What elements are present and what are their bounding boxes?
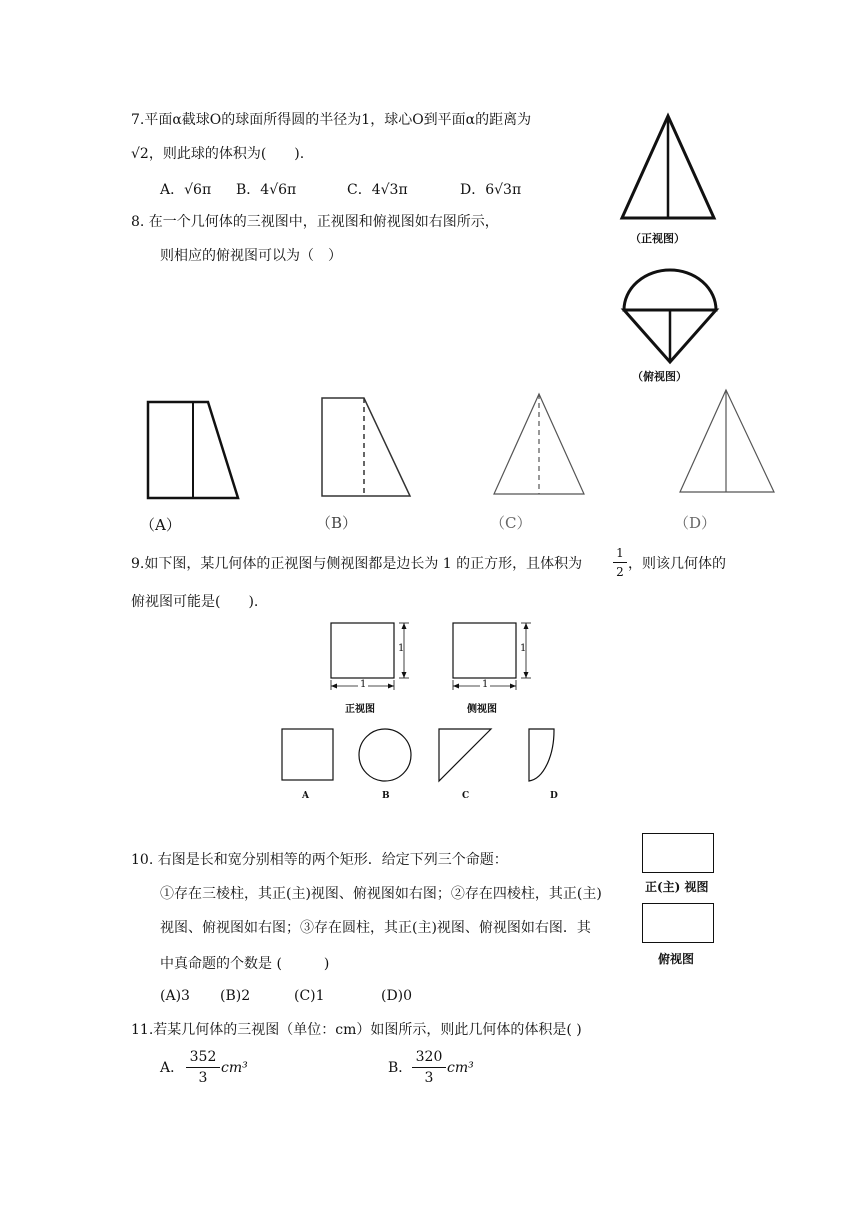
q9-choice-d-quarter-circle [526, 726, 584, 784]
q7-option-b: B．4√6π [236, 182, 297, 198]
q8-choice-c-figure [486, 388, 596, 504]
q8-line2: 则相应的俯视图可以为（ ） [160, 248, 342, 264]
q9-line1-end: ，则该几何体的 [628, 556, 726, 572]
q7-line1: 7.平面α截球O的球面所得圆的半径为1，球心O到平面α的距离为 [131, 112, 532, 128]
q11-option-b-numerator: 320 [412, 1049, 446, 1068]
q8-choice-a-figure [138, 390, 248, 506]
q8-choice-d-figure [670, 384, 786, 504]
q10-option-c: (C)1 [294, 988, 325, 1004]
q10-top-view-rectangle [642, 903, 714, 943]
q9-choice-b-circle [356, 726, 414, 784]
q10-top-view-label: 俯视图 [658, 952, 695, 966]
q10-line1: 10. 右图是长和宽分别相等的两个矩形．给定下列三个命题： [131, 852, 508, 868]
q9-volume-fraction [613, 546, 627, 579]
q11-option-a-unit: cm³ [221, 1060, 248, 1076]
q11-line1: 11.若某几何体的三视图（单位：cm）如图所示，则此几何体的体积是( ) [131, 1022, 582, 1038]
q9-choice-c-label: C [462, 791, 470, 801]
q9-side-height-dim: 1 [520, 643, 527, 654]
q9-front-height-dim: 1 [398, 643, 405, 654]
q9-line1-start: 9.如下图，某几何体的正视图与侧视图都是边长为 1 的正方形，且体积为 [131, 556, 583, 572]
q10-option-a: (A)3 [160, 988, 190, 1004]
q10-line3: 视图、俯视图如右图；③存在圆柱，其正(主)视图、俯视图如右图．其 [160, 920, 591, 936]
q8-choice-a-label: （A） [140, 516, 181, 534]
q10-option-d: (D)0 [381, 988, 413, 1004]
q8-choice-c-label: （C） [490, 514, 532, 532]
q8-top-view-figure [612, 262, 730, 370]
q10-front-view-label: 正(主) 视图 [645, 880, 709, 894]
q8-choice-d-label: （D） [674, 514, 717, 532]
q9-side-width-dim: 1 [482, 679, 489, 690]
q9-fraction-numerator: 1 [613, 546, 627, 563]
q7-option-a: A．√6π [160, 182, 212, 198]
q9-line2: 俯视图可能是( ). [131, 594, 259, 610]
q11-option-b-prefix: B． [388, 1060, 413, 1076]
q10-front-view-rectangle [642, 833, 714, 873]
q11-option-a-fraction [186, 1049, 220, 1086]
q8-front-view-label: （正视图） [630, 232, 685, 245]
q7-line2: √2，则此球的体积为( ). [131, 146, 305, 162]
q8-choice-b-figure [312, 390, 422, 506]
q9-choice-b-label: B [382, 791, 390, 801]
q9-fraction-denominator: 2 [616, 565, 624, 579]
q11-option-a-prefix: A． [160, 1060, 185, 1076]
q7-option-d: D．6√3π [460, 182, 522, 198]
q8-front-view-figure [610, 108, 728, 226]
q9-front-view-label: 正视图 [345, 704, 375, 715]
q8-top-view-label: （俯视图） [632, 370, 687, 383]
q9-choice-a-square [280, 726, 336, 784]
q10-line2: ①存在三棱柱，其正(主)视图、俯视图如右图；②存在四棱柱，其正(主) [160, 886, 602, 902]
q9-choice-d-label: D [550, 791, 558, 801]
q9-choice-a-label: A [302, 791, 309, 801]
q7-option-c: C．4√3π [347, 182, 408, 198]
q11-option-b-denominator: 3 [424, 1070, 434, 1086]
q10-option-b: (B)2 [220, 988, 251, 1004]
q11-option-b-fraction [412, 1049, 446, 1086]
q9-front-width-dim: 1 [360, 679, 367, 690]
q11-option-a-numerator: 352 [186, 1049, 220, 1068]
q11-option-a-denominator: 3 [198, 1070, 208, 1086]
q10-line4: 中真命题的个数是 ( ) [160, 956, 330, 972]
q9-choice-c-triangle [436, 726, 494, 784]
q9-side-view-label: 侧视图 [467, 704, 497, 715]
q8-choice-b-label: （B） [316, 514, 358, 532]
q11-option-b-unit: cm³ [447, 1060, 474, 1076]
q8-line1: 8. 在一个几何体的三视图中，正视图和俯视图如右图所示， [131, 214, 499, 230]
